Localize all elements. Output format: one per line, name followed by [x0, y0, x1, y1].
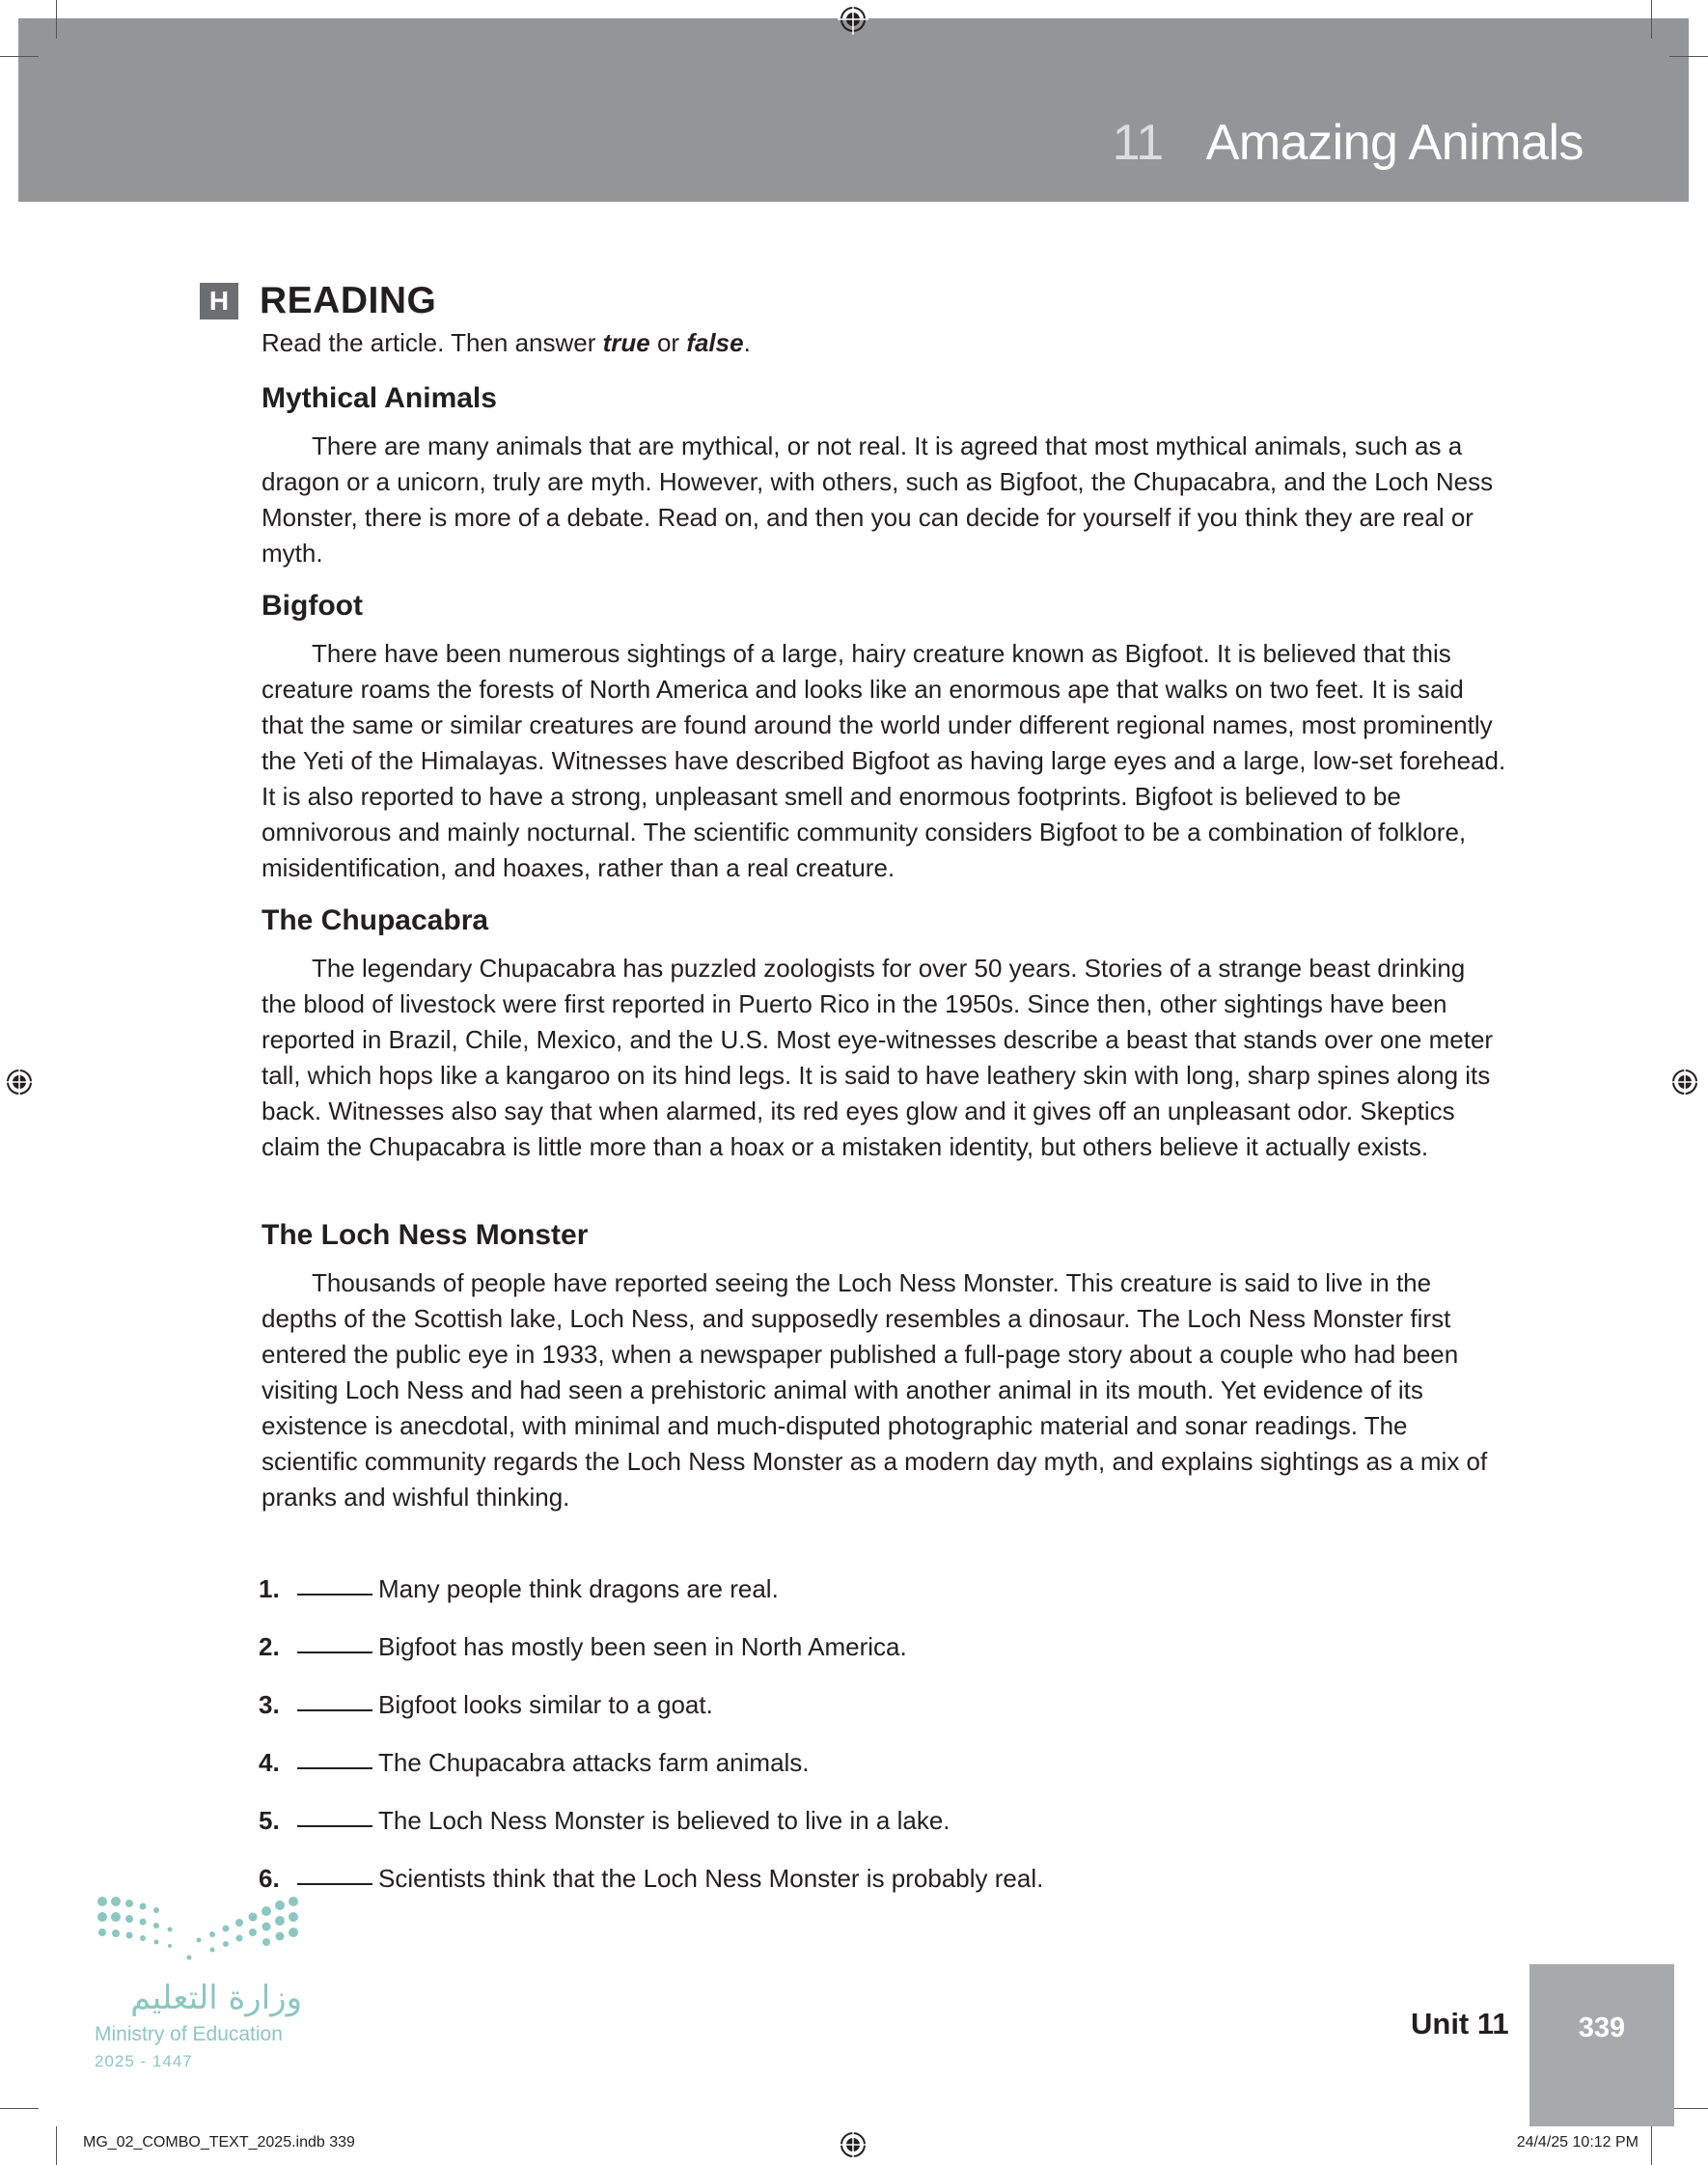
question-number: 1. [259, 1574, 280, 1603]
question-text: Bigfoot has mostly been seen in North America. [378, 1632, 907, 1661]
trim-mark [1669, 2108, 1708, 2109]
dots-pattern-icon [93, 1892, 315, 1969]
unit-number: 11 [1112, 115, 1164, 171]
article-heading: The Chupacabra [262, 904, 489, 936]
trim-mark [56, 0, 57, 39]
article-paragraph: There are many animals that are mythical, or not real. It is agreed that most mythical animals, such as a dragon or a unicorn, truly are myth. However, with others, such as Bigfoot, the Chupacabra, and the Loch Ness Monster, there is more of a debate. Read on, and then you can decide for yourself if you think they are real or myth. [262, 431, 1494, 568]
registration-mark-icon [838, 2129, 868, 2160]
trim-mark [0, 2108, 39, 2109]
question-number: 2. [259, 1632, 280, 1661]
question-item [259, 1632, 907, 1662]
answer-blank[interactable] [297, 1825, 372, 1827]
question-item [259, 1864, 1043, 1894]
answer-blank[interactable] [297, 1767, 372, 1769]
question-item [259, 1748, 810, 1778]
question-text: Bigfoot looks similar to a goat. [378, 1690, 713, 1719]
false-keyword: false [686, 328, 744, 357]
question-text: Scientists think that the Loch Ness Monster is probably real. [378, 1864, 1044, 1893]
section-badge: H [200, 283, 238, 319]
trim-mark [0, 56, 39, 57]
registration-mark-icon [4, 1067, 35, 1097]
question-number: 5. [259, 1806, 280, 1835]
section-title: READING [260, 280, 437, 321]
question-number: 4. [259, 1748, 280, 1777]
question-item [259, 1806, 950, 1836]
article-paragraph: The legendary Chupacabra has puzzled zoologists for over 50 years. Stories of a strange beast drinking the blood of livestock were first reported in Puerto Rico in the 1950s. Since then, other sightings have been reported in Brazil, Chile, Mexico, and the U.S. Most eye-witnesses describe a beast that stands over one meter tall, which hops like a kangaroo on its hind legs. It is said to have leathery skin with long, sharp spines along its back. Witnesses also say that when alarmed, its red eyes glow and it gives off an unpleasant odor. Skeptics claim the Chupacabra is little more than a hoax or a mistaken identity, but others believe it actually exists. [262, 954, 1494, 1161]
ministry-name-arabic: وزارة التعليم [130, 1979, 302, 2017]
ministry-logo [93, 1892, 315, 2085]
true-keyword: true [602, 328, 650, 357]
instructions: Read the article. Then answer true or false. [262, 328, 751, 357]
article-paragraph: Thousands of people have reported seeing the Loch Ness Monster. This creature is said to live in the depths of the Scottish lake, Loch Ness, and supposedly resembles a dinosaur. The Loch Ness Monster first entered the public eye in 1933, when a newspaper published a full-page story about a couple who had been visiting Loch Ness and had seen a prehistoric animal with another animal in its mouth. Yet evidence of its existence is anecdotal, with minimal and much-disputed photographic material and sonar readings. The scientific community regards the Loch Ness Monster as a modern day myth, and explains sightings as a mix of pranks and wishful thinking. [262, 1268, 1488, 1512]
print-slug-file: MG_02_COMBO_TEXT_2025.indb 339 [83, 2134, 355, 2151]
answer-blank[interactable] [297, 1652, 372, 1653]
question-item [259, 1574, 779, 1604]
registration-mark-icon [1669, 1067, 1700, 1097]
question-number: 6. [259, 1864, 280, 1893]
answer-blank[interactable] [297, 1883, 372, 1885]
trim-mark [56, 2126, 57, 2165]
article-heading: Bigfoot [262, 590, 363, 622]
question-number: 3. [259, 1690, 280, 1719]
registration-mark-icon [838, 4, 868, 35]
trim-mark [1651, 0, 1652, 39]
article-paragraph: There have been numerous sightings of a large, hairy creature known as Bigfoot. It is believed that this creature roams the forests of North America and looks like an enormous ape that walks on two feet. It is said that the same or similar creatures are found around the world under different regional names, most prominently the Yeti of the Himalayas. Witnesses have described Bigfoot as having large eyes and a large, low-set forehead. It is also reported to have a strong, unpleasant smell and enormous footprints. Bigfoot is believed to be omnivorous and mainly nocturnal. The scientific community considers Bigfoot to be a combination of folklore, misidentification, and hoaxes, rather than a real creature. [262, 639, 1506, 882]
trim-mark [1669, 56, 1708, 57]
answer-blank[interactable] [297, 1594, 372, 1596]
question-item [259, 1690, 713, 1720]
trim-mark [1651, 2126, 1652, 2165]
ministry-name-english: Ministry of Education [95, 2023, 283, 2045]
section-heading [200, 277, 1502, 325]
page-number: 339 [1529, 1964, 1674, 2126]
footer-unit-label: Unit 11 [1411, 2007, 1509, 2040]
ministry-year: 2025 - 1447 [95, 2052, 193, 2070]
question-text: The Loch Ness Monster is believed to live in a lake. [378, 1806, 950, 1835]
article-heading: Mythical Animals [262, 382, 497, 414]
print-slug-date: 24/4/25 10:12 PM [1516, 2134, 1639, 2151]
answer-blank[interactable] [297, 1709, 372, 1711]
unit-heading [1113, 114, 1584, 176]
question-text: The Chupacabra attacks farm animals. [378, 1748, 810, 1777]
question-text: Many people think dragons are real. [378, 1574, 779, 1603]
article-heading: The Loch Ness Monster [262, 1219, 589, 1251]
unit-title: Amazing Animals [1205, 115, 1584, 171]
